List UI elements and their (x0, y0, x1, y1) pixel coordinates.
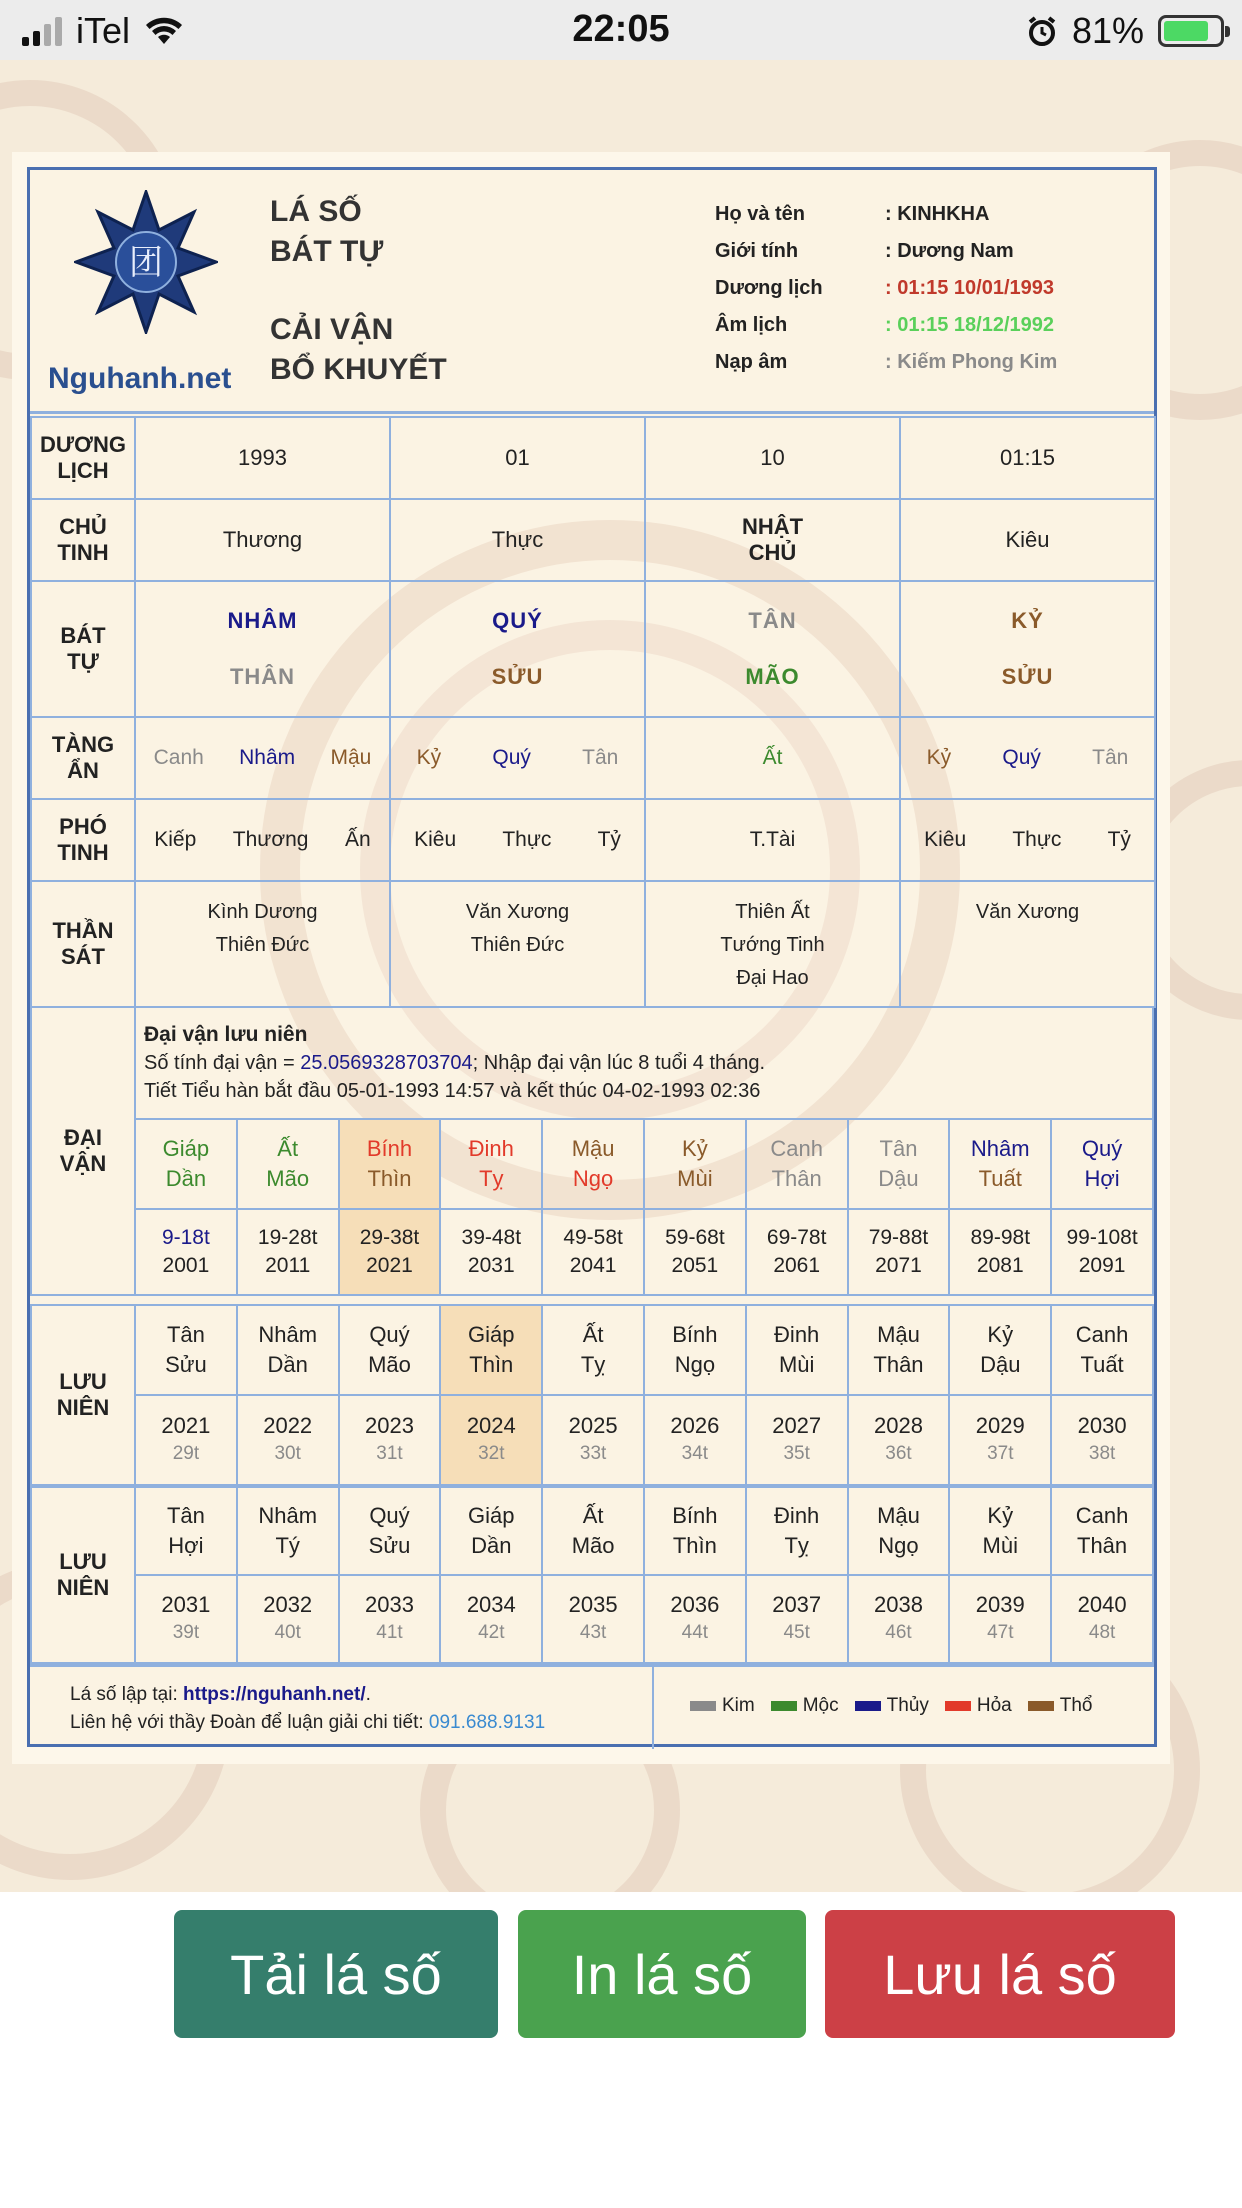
status-bar (0, 0, 1242, 60)
dai-van-age: 39-48t 2031 (440, 1209, 542, 1295)
pillar-day (645, 581, 900, 717)
info-row (715, 270, 1057, 307)
alarm-icon (1026, 15, 1058, 47)
row-bat-tu (31, 581, 1155, 717)
info-label: Họ và tên (715, 203, 806, 225)
chart-header (30, 170, 1154, 414)
thien-can: QUÝ (492, 608, 543, 633)
luu-nien-table-2 (30, 1486, 1154, 1664)
footer-info (70, 1681, 545, 1737)
cell-pho-tinh: T.Tài (645, 799, 900, 881)
row-pho-tinh (31, 799, 1155, 881)
row-label: ĐẠI VẬN (31, 1007, 135, 1295)
luu-nien-table-1 (30, 1304, 1154, 1486)
footer-line-1: Lá số lập tại: https://nguhanh.net/. (70, 1684, 371, 1705)
download-button[interactable]: Tải lá số (174, 1910, 498, 2038)
dai-van-col: Mậu Ngọ (542, 1119, 644, 1209)
carrier-label: iTel (76, 10, 131, 51)
luu-nien-col: Tân Hợi (135, 1487, 237, 1575)
luu-nien-year: 2035 43t (542, 1575, 644, 1663)
dai-van-col: Kỷ Mùi (644, 1119, 746, 1209)
thien-can: TÂN (748, 608, 797, 633)
status-right (1026, 10, 1224, 52)
info-value: : KINHKHA (885, 203, 990, 225)
luu-nien-col: Mậu Ngọ (848, 1487, 950, 1575)
dai-van-col: Quý Hợi (1051, 1119, 1153, 1209)
luu-nien-year: 2033 41t (339, 1575, 441, 1663)
row-label: TÀNG ẨN (31, 717, 135, 799)
luu-nien-col: Giáp Dần (440, 1487, 542, 1575)
dia-chi: SỬU (1001, 664, 1054, 689)
cell-tang-an: Kỷ Quý Tân (900, 717, 1155, 799)
print-button[interactable]: In lá số (518, 1910, 806, 2038)
luu-nien-col-current: Giáp Thìn (440, 1305, 542, 1395)
battery-percent: 81% (1071, 10, 1144, 51)
row-label: LƯU NIÊN (31, 1487, 135, 1663)
site-name: Nguhanh.net (48, 362, 232, 395)
cell-chu-tinh: Kiêu (900, 499, 1155, 581)
legend-kim: Kim (690, 1695, 755, 1717)
pillar-year (135, 581, 390, 717)
luu-nien-year: 2029 37t (949, 1395, 1051, 1485)
luu-nien-col: Canh Thân (1051, 1487, 1153, 1575)
site-link[interactable]: https://nguhanh.net/ (183, 1684, 366, 1705)
dai-van-col: Ất Mão (237, 1119, 339, 1209)
clock: 22:05 (572, 8, 670, 50)
dai-van-age: 69-78t 2061 (746, 1209, 848, 1295)
dai-van-line2: Tiết Tiểu hàn bắt đầu 05-01-1993 14:57 và kết thúc 04-02-1993 02:36 (144, 1080, 761, 1102)
cell-chu-tinh: Thực (390, 499, 645, 581)
pillar-month (390, 581, 645, 717)
info-value: : Dương Nam (885, 240, 1014, 262)
cell-tang-an: Canh Nhâm Mậu (135, 717, 390, 799)
info-label: Nạp âm (715, 351, 788, 373)
title-line-2: BÁT TỰ (270, 235, 384, 268)
dai-van-col: Canh Thân (746, 1119, 848, 1209)
dai-van-col-current: Bính Thìn (339, 1119, 441, 1209)
title-line-4: BỔ KHUYẾT (270, 353, 447, 386)
dia-chi: MÃO (745, 664, 800, 689)
luu-nien-col: Bính Thìn (644, 1487, 746, 1575)
cell-tang-an: Kỷ Quý Tân (390, 717, 645, 799)
dai-van-age: 59-68t 2051 (644, 1209, 746, 1295)
luu-nien-year: 2034 42t (440, 1575, 542, 1663)
thien-can: KỶ (1011, 608, 1044, 633)
info-label: Âm lịch (715, 314, 788, 336)
legend-hoa: Hỏa (945, 1695, 1012, 1717)
info-row (715, 307, 1057, 344)
battery-icon (1158, 15, 1224, 47)
luu-nien-year: 2026 34t (644, 1395, 746, 1485)
cell-pho-tinh: Kiêu Thực Tỷ (390, 799, 645, 881)
cell-chu-tinh: Thương (135, 499, 390, 581)
luu-nien-year: 2028 36t (848, 1395, 950, 1485)
luu-nien-col: Nhâm Dần (237, 1305, 339, 1395)
luu-nien-year: 2022 30t (237, 1395, 339, 1485)
row-tang-an (31, 717, 1155, 799)
luu-nien-year: 2040 48t (1051, 1575, 1153, 1663)
person-info (715, 196, 1057, 381)
luu-nien-year: 2037 45t (746, 1575, 848, 1663)
footer-divider (652, 1667, 654, 1749)
luu-nien-year: 2027 35t (746, 1395, 848, 1485)
luu-nien-year: 2021 29t (135, 1395, 237, 1485)
luu-nien-col: Bính Ngọ (644, 1305, 746, 1395)
luu-nien-col: Kỷ Mùi (949, 1487, 1051, 1575)
cell-hour: 01:15 (900, 417, 1155, 499)
luu-nien-col: Nhâm Tý (237, 1487, 339, 1575)
chart-frame (27, 167, 1157, 1747)
luu-nien-col: Quý Mão (339, 1305, 441, 1395)
row-label: DƯƠNG LỊCH (31, 417, 135, 499)
luu-nien-year: 2023 31t (339, 1395, 441, 1485)
title-la-so (270, 192, 383, 272)
info-label: Giới tính (715, 240, 799, 262)
cell-day: 10 (645, 417, 900, 499)
chart-card (12, 152, 1170, 1764)
dai-van-table (30, 1006, 1154, 1296)
pillar-hour (900, 581, 1155, 717)
row-label: CHỦ TINH (31, 499, 135, 581)
row-label: BÁT TỰ (31, 581, 135, 717)
luu-nien-col: Ất Tỵ (542, 1305, 644, 1395)
cell-than-sat: Kình Dương Thiên Đức (135, 881, 390, 1007)
cell-pho-tinh: Kiếp Thương Ấn (135, 799, 390, 881)
cell-tang-an: Ất (645, 717, 900, 799)
dai-van-col: Tân Dậu (848, 1119, 950, 1209)
footer-line-2: Liên hệ với thầy Đoàn để luận giải chi tiết: 091.688.9131 (70, 1712, 546, 1733)
cell-pho-tinh: Kiêu Thực Tỷ (900, 799, 1155, 881)
cell-nhat-chu: NHẬT CHỦ (645, 499, 900, 581)
dai-van-pillars (31, 1119, 1153, 1209)
dai-van-info (135, 1007, 1153, 1119)
info-row (715, 344, 1057, 381)
dia-chi: SỬU (491, 664, 544, 689)
luu-nien-year: 2039 47t (949, 1575, 1051, 1663)
luu-nien-col: Kỷ Dậu (949, 1305, 1051, 1395)
dai-van-age: 99-108t 2091 (1051, 1209, 1153, 1295)
luu-nien-year: 2025 33t (542, 1395, 644, 1485)
dai-van-col: Giáp Dần (135, 1119, 237, 1209)
info-value: : 01:15 10/01/1993 (885, 277, 1055, 299)
luu-nien-col: Đinh Mùi (746, 1305, 848, 1395)
luu-nien-col: Quý Sửu (339, 1487, 441, 1575)
dai-van-age: 89-98t 2081 (949, 1209, 1051, 1295)
legend-tho: Thổ (1028, 1695, 1093, 1717)
title-cai-van (270, 310, 447, 390)
cell-than-sat: Văn Xương Thiên Đức (390, 881, 645, 1007)
phone-link[interactable]: 091.688.9131 (428, 1712, 546, 1733)
dia-chi: THÂN (229, 664, 296, 689)
chart-footer (30, 1664, 1154, 1746)
luu-nien-year: 2030 38t (1051, 1395, 1153, 1485)
row-label: PHÓ TINH (31, 799, 135, 881)
luu-nien-col: Đinh Tỵ (746, 1487, 848, 1575)
legend-moc: Mộc (771, 1695, 839, 1717)
legend-thuy: Thủy (855, 1695, 929, 1717)
logo-glyph: 团 (129, 243, 163, 283)
dai-van-age-current: 29-38t 2021 (339, 1209, 441, 1295)
dai-van-heading: Đại vận lưu niên (144, 1023, 308, 1046)
dai-van-age: 49-58t 2041 (542, 1209, 644, 1295)
element-legend (690, 1695, 1093, 1717)
luu-nien-year: 2038 46t (848, 1575, 950, 1663)
title-line-1: LÁ SỐ (270, 195, 362, 228)
info-value: : 01:15 18/12/1992 (885, 314, 1055, 336)
dai-van-col: Nhâm Tuất (949, 1119, 1051, 1209)
info-row (715, 233, 1057, 270)
cell-than-sat: Văn Xương (900, 881, 1155, 1007)
info-row (715, 196, 1057, 233)
row-duong-lich (31, 417, 1155, 499)
cell-than-sat: Thiên Ất Tướng Tinh Đại Hao (645, 881, 900, 1007)
luu-nien-col: Mậu Thân (848, 1305, 950, 1395)
cell-year: 1993 (135, 417, 390, 499)
row-label: LƯU NIÊN (31, 1305, 135, 1485)
dai-van-age: 19-28t 2011 (237, 1209, 339, 1295)
luu-nien-year-current: 2024 32t (440, 1395, 542, 1485)
title-line-3: CẢI VẬN (270, 313, 394, 346)
info-label: Dương lịch (715, 277, 823, 299)
pillars-table (30, 416, 1156, 1008)
dai-van-ages (31, 1209, 1153, 1295)
logo-star-icon (74, 190, 218, 334)
row-chu-tinh (31, 499, 1155, 581)
dai-van-age: 9-18t 2001 (135, 1209, 237, 1295)
thien-can: NHÂM (227, 608, 298, 633)
dai-van-line1: Số tính đại vận = 25.0569328703704; Nhập đại vận lúc 8 tuổi 4 tháng. (144, 1052, 766, 1074)
dai-van-age: 79-88t 2071 (848, 1209, 950, 1295)
luu-nien-year: 2036 44t (644, 1575, 746, 1663)
luu-nien-year: 2031 39t (135, 1575, 237, 1663)
row-than-sat (31, 881, 1155, 1007)
save-button[interactable]: Lưu lá số (825, 1910, 1175, 2038)
info-value: : Kiếm Phong Kim (885, 351, 1058, 373)
luu-nien-col: Canh Tuất (1051, 1305, 1153, 1395)
luu-nien-col: Tân Sửu (135, 1305, 237, 1395)
row-label: THẦN SÁT (31, 881, 135, 1007)
dai-van-col: Đinh Tỵ (440, 1119, 542, 1209)
cell-month: 01 (390, 417, 645, 499)
luu-nien-year: 2032 40t (237, 1575, 339, 1663)
luu-nien-col: Ất Mão (542, 1487, 644, 1575)
